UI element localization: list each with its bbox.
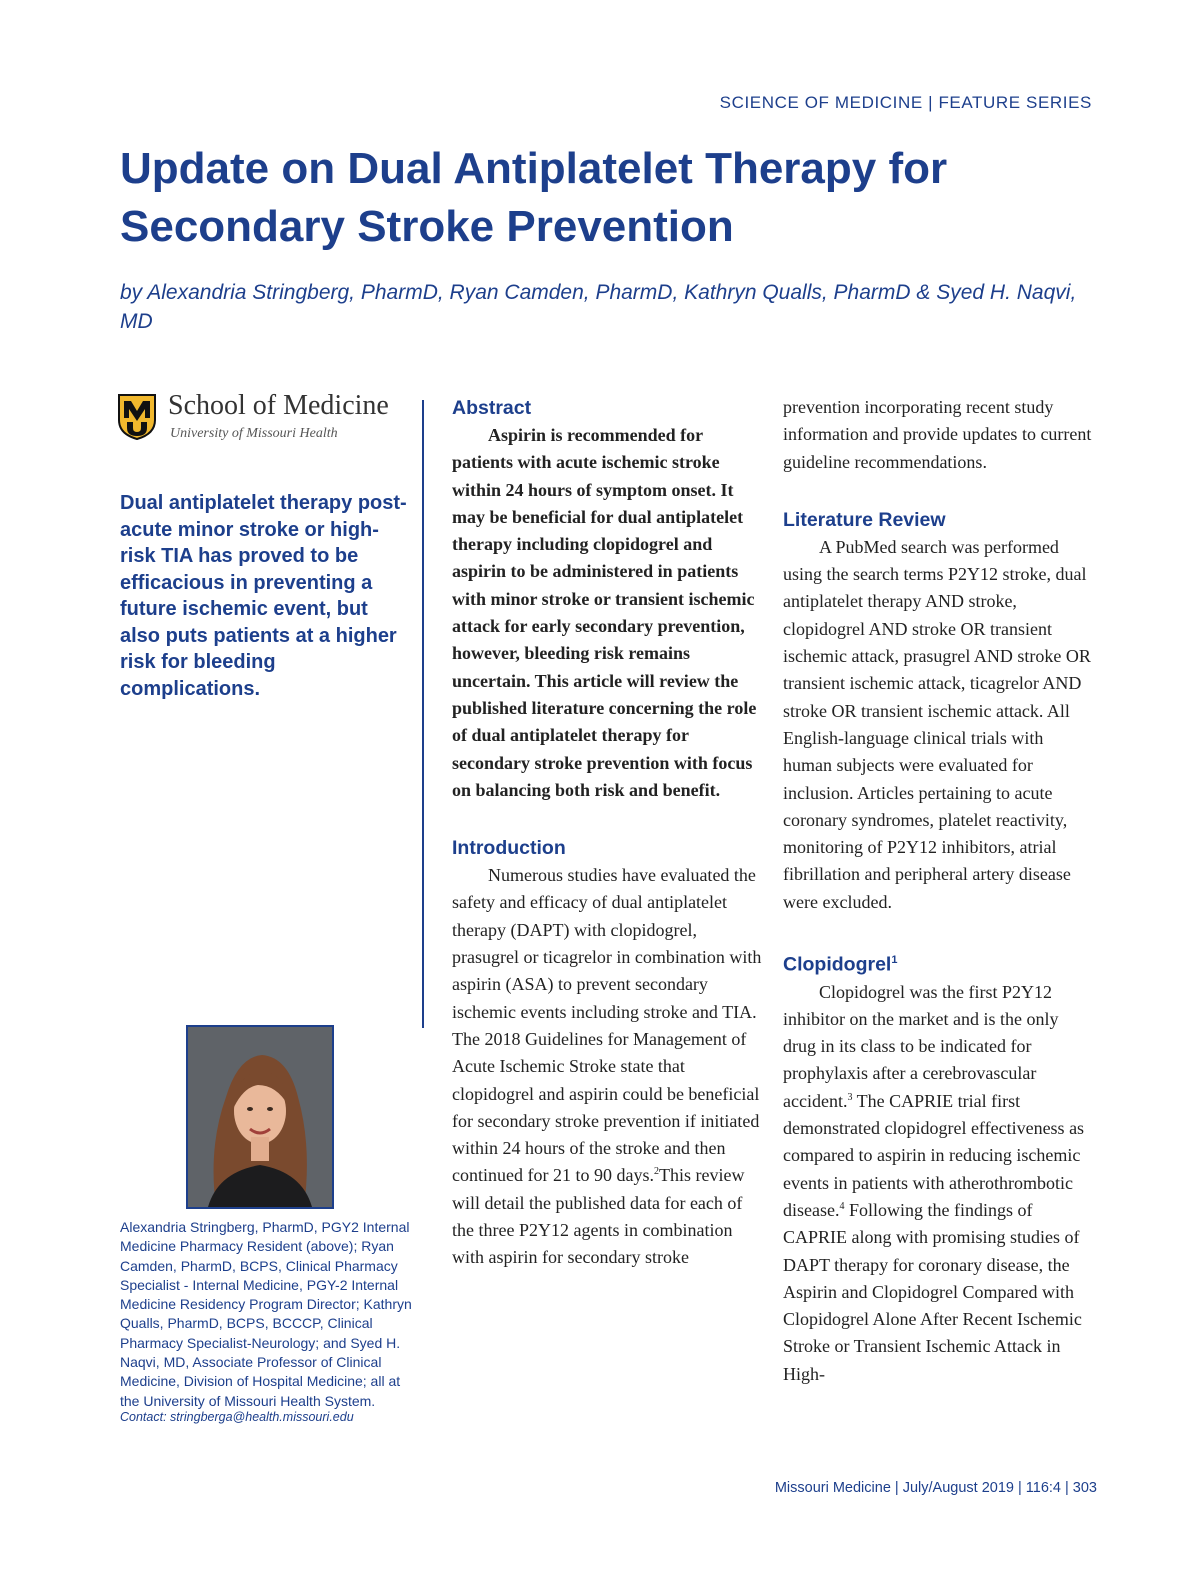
literature-review-text: A PubMed search was performed using the search terms P2Y12 stroke, dual antiplatelet therapy AND stroke, clopidogrel AND stroke OR transient ischemic attack, prasugrel AND stroke OR transient ischemic attack, ticagrelor AND stroke OR transient ischemic attack. All English-language clinical trials with human subjects were evaluated for inclusion. Articles pertaining to acute coronary syndromes, platelet reactivity, monitoring of P2Y12 inhibitors, atrial fibrillation and peripheral artery disease were excluded. <box>783 536 1091 912</box>
introduction-text-a: Numerous studies have evaluated the safety and efficacy of dual antiplatelet therapy (DAPT) with clopidogrel, prasugrel or ticagrelor in combination with aspirin (ASA) to prevent secondary ischemic events including stroke and TIA. The 2018 Guidelines for Management of Acute Ischemic Stroke state that clopidogrel and aspirin could be beneficial for secondary stroke prevention if initiated within 24 hours of the stroke and then continued for 21 to 90 days. <box>452 865 762 1186</box>
clopidogrel-heading-text: Clopidogrel <box>783 953 892 976</box>
title-line-1: Update on Dual Antiplatelet Therapy for <box>120 144 948 193</box>
page-footer: Missouri Medicine | July/August 2019 | 116:4 | 303 <box>774 1480 1097 1496</box>
clopidogrel-heading-ref: 1 <box>891 954 898 967</box>
reference-2: 2 <box>653 1166 659 1178</box>
mizzou-shield-icon <box>118 394 156 440</box>
column-two <box>452 394 762 1272</box>
author-affiliations: Alexandria Stringberg, PharmD, PGY2 Internal Medicine Pharmacy Resident (above); Ryan Camden, PharmD, BCPS, Clinical Pharmacy Specialist - Internal Medicine, PGY-2 Internal Medicine Residency Program Director; Kathryn Qualls, PharmD, BCPS, BCCCP, Clinical Pharmacy Specialist-Neurology; and Syed H. Naqvi, MD, Associate Professor of Clinical Medicine, Division of Hospital Medicine; all at the University of Missouri Health System. <box>120 1219 412 1409</box>
column-three <box>783 394 1093 1388</box>
column-divider <box>422 400 424 1028</box>
logo-university-name: University of Missouri Health <box>170 426 338 441</box>
pull-quote: Dual antiplatelet therapy post-acute minor stroke or high-risk TIA has proved to be efficacious in preventing a future ischemic event, but also puts patients at a higher risk for bleeding complications. <box>120 492 407 700</box>
clopidogrel-text <box>783 979 1093 1388</box>
contact-email: Contact: stringberga@health.missouri.edu <box>120 1410 354 1424</box>
clopidogrel-heading <box>783 946 1093 979</box>
clopidogrel-text-a: Clopidogrel was the first P2Y12 inhibitor on the market and is the only drug in its class to be indicated for prophylaxis after a cerebrovascular accident. <box>783 981 1059 1111</box>
reference-3: 3 <box>847 1091 853 1103</box>
logo-school-name: School of Medicine <box>168 390 389 421</box>
introduction-continued: prevention incorporating recent study information and provide updates to current guideline recommendations. <box>783 397 1092 472</box>
clopidogrel-text-c: Following the findings of CAPRIE along with promising studies of DAPT therapy for coronary disease, the Aspirin and Clopidogrel Compared with Clopidogrel Alone After Recent Ischemic Stroke or Transient Ischemic Attack in High- <box>783 1199 1082 1384</box>
literature-review-heading: Literature Review <box>783 508 946 531</box>
school-of-medicine-logo <box>118 392 418 444</box>
clopidogrel-text-b: The CAPRIE trial first demonstrated clopidogrel effectiveness as compared to aspirin in reducing ischemic events in patients with atherothrombotic disease. <box>783 1090 1085 1220</box>
byline: by Alexandria Stringberg, PharmD, Ryan Camden, PharmD, Kathryn Qualls, PharmD & Syed H. Naqvi, MD <box>120 281 1077 333</box>
abstract-heading: Abstract <box>452 397 532 419</box>
running-head: SCIENCE OF MEDICINE | FEATURE SERIES <box>719 93 1092 112</box>
author-portrait-image <box>188 1027 332 1207</box>
abstract-text: Aspirin is recommended for patients with acute ischemic stroke within 24 hours of symptom onset. It may be beneficial for dual antiplatelet therapy including clopidogrel and aspirin to be administered in patients with minor stroke or transient ischemic attack for early secondary prevention, however, bleeding risk remains uncertain. This article will review the published literature concerning the role of dual antiplatelet therapy for secondary stroke prevention with focus on balancing both risk and benefit. <box>452 425 757 800</box>
introduction-text <box>452 862 762 1271</box>
introduction-heading: Introduction <box>452 837 566 860</box>
title-line-2: Secondary Stroke Prevention <box>120 202 734 251</box>
reference-4: 4 <box>839 1200 845 1212</box>
author-photo <box>186 1025 334 1209</box>
introduction-text-b: This review will detail the published data for each of the three P2Y12 agents in combination with aspirin for secondary stroke <box>452 1165 745 1268</box>
article-title <box>120 140 1080 256</box>
